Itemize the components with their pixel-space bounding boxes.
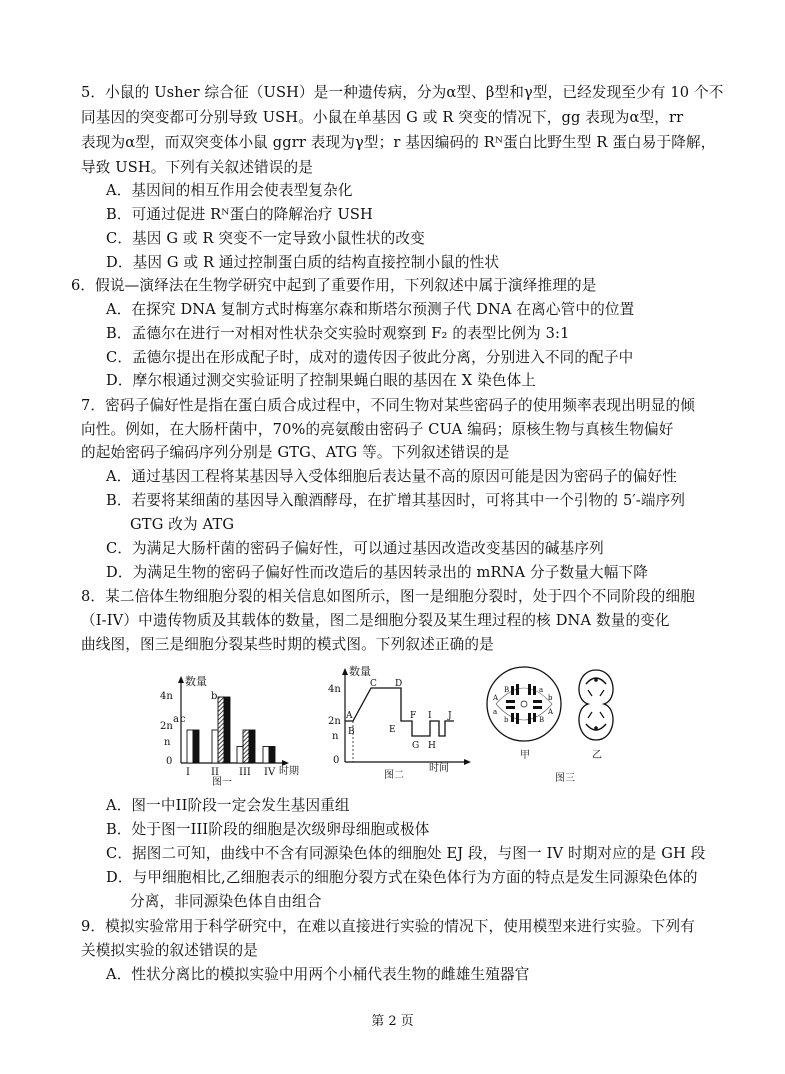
bar-b-III bbox=[243, 730, 249, 763]
figure-2-line-chart bbox=[327, 660, 477, 786]
chromosome bbox=[588, 690, 604, 696]
bar-a-I bbox=[187, 730, 193, 763]
q7-option-c: C．为满足大肠杆菌的密码子偏好性，可以通过基因改造改变基因的碱基序列 bbox=[106, 540, 604, 557]
figure-2-point-a: A bbox=[346, 711, 353, 721]
q8-stem-line-1: 8．某二倍体生物细胞分裂的相关信息如图所示，图一是细胞分裂时，处于四个不同阶段的细胞 bbox=[81, 588, 695, 605]
figure-2-dna-curve bbox=[345, 688, 454, 736]
q7-option-b: B．若要将某细菌的基因导入酿酒酵母，在扩增其基因时，可将其中一个引物的 5′-端序列 bbox=[106, 492, 686, 509]
figure-2-point-g: G bbox=[412, 741, 420, 751]
bar-a-II bbox=[212, 730, 218, 763]
figure-3-cell-diagrams bbox=[480, 662, 640, 786]
figure-2-ytick-2n: 2n bbox=[328, 716, 341, 727]
q9-option-a: A．性状分离比的模拟实验中用两个小桶代表生物的雌雄生殖器官 bbox=[106, 966, 530, 983]
bar-a-IV bbox=[263, 747, 269, 764]
figure-2-point-h: H bbox=[428, 741, 436, 751]
figure-1-caption: 图一 bbox=[212, 777, 232, 786]
cell-letter: b bbox=[504, 716, 509, 724]
q8-option-d-cont: 分离，非同源染色体自由组合 bbox=[130, 893, 322, 910]
chromosome bbox=[506, 706, 515, 709]
figure-2-point-j: J bbox=[448, 711, 452, 721]
q7-stem-line-1: 7．密码子偏好性是指在蛋白质合成过程中，不同生物对某些密码子的使用频率表现出明显的倾 bbox=[81, 397, 695, 414]
figure-1-xlabel: 时期 bbox=[279, 766, 299, 777]
figure-1-label-b: b bbox=[211, 691, 218, 702]
figure-2-point-i: I bbox=[428, 711, 432, 721]
q6-stem: 6．假说—演绎法在生物学研究中起到了重要作用，下列叙述中属于演绎推理的是 bbox=[71, 277, 597, 294]
figure-2-point-c: C bbox=[370, 679, 377, 689]
cell-letter: a bbox=[493, 708, 498, 716]
q6-option-b: B．孟德尔在进行一对相对性状杂交实验时观察到 F₂ 的表型比例为 3:1 bbox=[106, 325, 570, 342]
figure-2-xlabel: 时间 bbox=[429, 763, 449, 774]
figure-1-bars bbox=[187, 697, 275, 763]
q5-stem-line-3: 表现为α型，而双突变体小鼠 ggrr 表现为γ型；r 基因编码的 Rᴺ蛋白比野生型 R 蛋白易于降解， bbox=[81, 134, 716, 151]
q5-option-c: C．基因 G 或 R 突变不一定导致小鼠性状的改变 bbox=[106, 230, 425, 247]
q5-option-a: A．基因间的相互作用会使表型复杂化 bbox=[106, 182, 353, 199]
figure-1-label-c: c bbox=[180, 714, 186, 725]
chromosome bbox=[506, 700, 515, 703]
figure-2-point-d: D bbox=[395, 679, 403, 689]
figure-1-y-arrow bbox=[178, 676, 184, 683]
q5-stem-line-2: 同基因的突变都可分别导致 USH。小鼠在单基因 G 或 R 突变的情况下，gg 表现为α型，rr bbox=[81, 109, 684, 126]
figure-2-point-b: B bbox=[348, 727, 355, 737]
chromosome bbox=[533, 706, 542, 709]
q9-stem-line-2: 关模拟实验的叙述错误的是 bbox=[81, 942, 258, 959]
chromosome bbox=[533, 700, 542, 703]
q8-option-d: D．与甲细胞相比,乙细胞表示的细胞分裂方式在染色体行为方面的特点是发生同源染色体的 bbox=[106, 869, 698, 886]
figure-1-label-a: a bbox=[173, 714, 179, 725]
q5-option-b: B．可通过促进 Rᴺ蛋白的降解治疗 USH bbox=[106, 206, 373, 223]
q7-stem-line-2: 向性。例如，在大肠杆菌中，70%的亮氨酸由密码子 CUA 编码；原核生物与真核生物偏好 bbox=[81, 421, 674, 438]
bar-c-III bbox=[249, 730, 255, 763]
q7-option-d: D．为满足生物的密码子偏好性而改造后的基因转录出的 mRNA 分子数量大幅下降 bbox=[106, 564, 648, 581]
cell-jia-membrane bbox=[487, 667, 561, 741]
q5-option-d: D．基因 G 或 R 通过控制蛋白质的结构直接控制小鼠的性状 bbox=[106, 254, 500, 271]
figure-1-ytick-n: n bbox=[164, 737, 171, 748]
cell-letter: B bbox=[539, 716, 545, 724]
cell-jia bbox=[487, 667, 561, 741]
figure-2-x-arrow bbox=[464, 759, 471, 765]
chromosome bbox=[528, 684, 531, 695]
figure-1-stage-ii: II bbox=[211, 767, 219, 778]
cell-jia-center bbox=[521, 701, 527, 707]
cell-letter: a bbox=[539, 686, 544, 694]
cell-letter: A bbox=[493, 694, 499, 702]
figure-3-label-yi: 乙 bbox=[592, 750, 602, 761]
centrosome bbox=[594, 726, 598, 730]
q5-stem-line-4: 导致 USH。下列有关叙述错误的是 bbox=[81, 159, 313, 176]
q6-option-c: C．孟德尔提出在形成配子时，成对的遗传因子彼此分离，分别进入不同的配子中 bbox=[106, 349, 634, 366]
cell-letter: A bbox=[548, 708, 554, 716]
bar-c-II bbox=[224, 697, 230, 763]
figure-3-label-jia: 甲 bbox=[520, 750, 530, 761]
figure-2-point-f: F bbox=[410, 711, 417, 721]
figure-1-ytick-0: 0 bbox=[166, 756, 173, 767]
bar-c-I bbox=[193, 730, 199, 763]
cell-yi bbox=[579, 670, 613, 740]
figure-1-ytick-2n: 2n bbox=[160, 721, 173, 732]
q8-stem-line-2: （I-IV）中遗传物质及其载体的数量，图二是细胞分裂及某生理过程的核 DNA 数量的变化 bbox=[81, 612, 670, 629]
q6-option-a: A．在探究 DNA 复制方式时梅塞尔森和斯塔尔预测子代 DNA 在离心管中的位置 bbox=[106, 301, 635, 318]
chromosome bbox=[511, 713, 514, 722]
q5-stem-line-1: 5．小鼠的 Usher 综合征（USH）是一种遗传病，分为α型、β型和γ型，已经发现至少有 10 个不 bbox=[81, 84, 724, 101]
chromosome bbox=[516, 713, 519, 724]
figure-1-ylabel: 数量 bbox=[185, 675, 207, 688]
figure-1-stage-iii: III bbox=[239, 767, 251, 778]
bar-b-II bbox=[218, 697, 224, 763]
q7-option-a: A．通过基因工程将某基因导入受体细胞后表达量不高的原因可能是因为密码子的偏好性 bbox=[106, 468, 677, 485]
chromosome bbox=[516, 684, 519, 695]
q8-option-c: C．据图二可知，曲线中不含有同源染色体的细胞处 EJ 段，与图一 IV 时期对应的是 GH 段 bbox=[106, 845, 706, 862]
chromosome bbox=[588, 712, 604, 718]
cell-letter: B bbox=[504, 686, 510, 694]
figure-1-stage-i: I bbox=[186, 767, 190, 778]
figure-1-bar-chart bbox=[155, 668, 315, 786]
q8-stem-line-3: 曲线图，图三是细胞分裂某些时期的模式图。下列叙述正确的是 bbox=[81, 636, 494, 653]
figure-2-ytick-4n: 4n bbox=[328, 684, 341, 695]
q7-stem-line-3: 的起始密码子编码序列分别是 GTG、ATG 等。下列叙述错误的是 bbox=[81, 444, 510, 461]
chromosome bbox=[533, 686, 536, 695]
cell-letter: b bbox=[548, 694, 553, 702]
figure-2-ytick-n: n bbox=[332, 731, 339, 742]
q9-stem-line-1: 9．模拟实验常用于科学研究中，在难以直接进行实验的情况下，使用模型来进行实验。下列有 bbox=[81, 918, 695, 935]
figure-2-ylabel: 数量 bbox=[349, 665, 371, 678]
chromosome bbox=[533, 713, 536, 722]
centrosome bbox=[594, 678, 598, 682]
q7-option-b-cont: GTG 改为 ATG bbox=[130, 516, 235, 533]
figure-2-ytick-0: 0 bbox=[333, 755, 340, 766]
q8-option-b: B．处于图一III阶段的细胞是次级卵母细胞或极体 bbox=[106, 821, 430, 838]
q8-option-a: A．图一中II阶段一定会发生基因重组 bbox=[106, 797, 350, 814]
figure-1-ytick-4n: 4n bbox=[160, 691, 173, 702]
chromosome bbox=[528, 713, 531, 724]
figure-2-point-e: E bbox=[389, 725, 396, 735]
bar-c-IV bbox=[269, 747, 275, 764]
chromosome bbox=[511, 686, 514, 695]
page-number: 第 2 页 bbox=[371, 1014, 414, 1029]
bar-a-III bbox=[237, 747, 243, 764]
figure-2-y-arrow bbox=[342, 668, 348, 675]
q6-option-d: D．摩尔根通过测交实验证明了控制果蝇白眼的基因在 X 染色体上 bbox=[106, 372, 537, 389]
figure-3-caption: 图三 bbox=[555, 773, 575, 784]
figure-1-stage-iv: IV bbox=[264, 767, 276, 778]
cell-jia-chromosomes bbox=[506, 684, 545, 724]
figure-2-caption: 图二 bbox=[384, 770, 404, 781]
